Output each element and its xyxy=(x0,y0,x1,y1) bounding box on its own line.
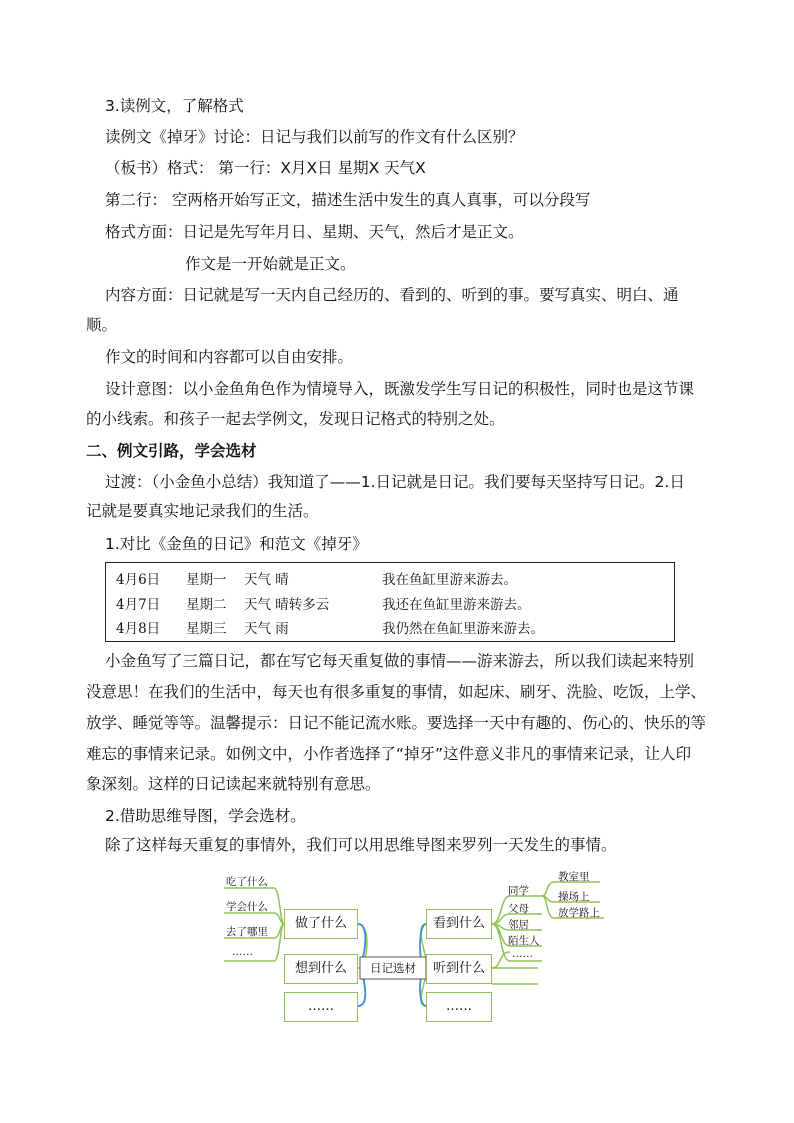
diary-text: 我还在鱼缸里游来游去。 xyxy=(382,597,531,613)
diary-weekday: 星期三 xyxy=(186,621,227,637)
paragraph: 象深刻。这样的日记读起来就特别有意思。 xyxy=(86,775,381,793)
mind-map-leaf: 陌生人 xyxy=(508,935,540,947)
diary-table xyxy=(105,562,675,642)
diary-date: 4月6日 xyxy=(116,572,161,588)
mind-map-leaf: 吃了什么 xyxy=(226,876,268,888)
paragraph: （板书）格式： 第一行：X月X日 星期X 天气X xyxy=(105,159,426,177)
diary-weekday: 星期二 xyxy=(186,597,227,613)
diary-weather: 天气 晴转多云 xyxy=(244,597,330,613)
paragraph: 小金鱼写了三篇日记，都在写它每天重复做的事情——游来游去，所以我们读起来特别 xyxy=(105,652,695,670)
diary-date: 4月7日 xyxy=(116,597,161,613)
diary-weather: 天气 雨 xyxy=(244,621,289,637)
mind-map-leaf: 同学 xyxy=(508,885,529,897)
mind-map-node: …… xyxy=(426,992,492,1022)
mind-map-node: 做了什么 xyxy=(284,909,358,939)
diary-date: 4月8日 xyxy=(116,621,161,637)
paragraph: 除了这样每天重复的事情外，我们可以用思维导图来罗列一天发生的事情。 xyxy=(105,836,617,854)
paragraph: 过渡：（小金鱼小总结）我知道了——1.日记就是日记。我们要每天坚持写日记。2.日 xyxy=(105,473,685,491)
diary-text: 我在鱼缸里游来游去。 xyxy=(382,572,517,588)
paragraph: 作文是一开始就是正文。 xyxy=(185,255,356,273)
mind-map-node: 听到什么 xyxy=(426,954,492,984)
paragraph: 记就是要真实地记录我们的生活。 xyxy=(86,502,319,520)
paragraph: 读例文《掉牙》讨论：日记与我们以前写的作文有什么区别？ xyxy=(105,128,524,146)
paragraph: 内容方面：日记就是写一天内自己经历的、看到的、听到的事。要写真实、明白、通 xyxy=(105,286,679,304)
paragraph: 作文的时间和内容都可以自由安排。 xyxy=(105,348,354,366)
paragraph: 3.读例文，了解格式 xyxy=(105,97,244,115)
paragraph: 没意思！在我们的生活中，每天也有很多重复的事情，如起床、刷牙、洗脸、吃饭，上学、 xyxy=(86,683,707,701)
mind-map-leaf: 父母 xyxy=(508,903,529,915)
paragraph: 放学、睡觉等等。温馨提示：日记不能记流水账。要选择一天中有趣的、伤心的、快乐的等 xyxy=(86,714,707,732)
paragraph: 的小线索。和孩子一起去学例文，发现日记格式的特别之处。 xyxy=(86,410,505,428)
section-heading: 二、例文引路，学会选材 xyxy=(86,442,257,460)
mind-map-leaf: …… xyxy=(512,948,533,960)
mind-map xyxy=(212,866,632,1036)
paragraph: 第二行： 空两格开始写正文，描述生活中发生的真人真事，可以分段写 xyxy=(105,191,591,209)
mind-map-center: 日记选材 xyxy=(370,961,416,975)
paragraph: 难忘的事情来记录。如例文中，小作者选择了“掉牙”这件意义非凡的事情来记录，让人印 xyxy=(86,745,692,763)
paragraph: 2.借助思维导图，学会选材。 xyxy=(105,807,306,825)
paragraph: 设计意图：以小金鱼角色作为情境导入，既激发学生写日记的积极性，同时也是这节课 xyxy=(105,380,695,398)
mind-map-node: …… xyxy=(284,992,358,1022)
mind-map-leaf: 操场上 xyxy=(558,891,590,903)
mind-map-node: 看到什么 xyxy=(426,909,492,939)
paragraph: 1.对比《金鱼的日记》和范文《掉牙》 xyxy=(105,535,368,553)
mind-map-leaf: 放学路上 xyxy=(558,907,600,919)
paragraph: 格式方面：日记是先写年月日、星期、天气，然后才是正文。 xyxy=(105,223,524,241)
mind-map-leaf: 去了哪里 xyxy=(226,926,268,938)
paragraph: 顺。 xyxy=(86,316,118,334)
diary-weather: 天气 晴 xyxy=(244,572,289,588)
diary-text: 我仍然在鱼缸里游来游去。 xyxy=(382,621,544,637)
diary-weekday: 星期一 xyxy=(186,572,227,588)
mind-map-leaf: 教室里 xyxy=(558,871,590,883)
mind-map-node: 想到什么 xyxy=(284,954,358,984)
mind-map-leaf: 学会什么 xyxy=(226,901,268,913)
mind-map-leaf: …… xyxy=(232,946,253,958)
mind-map-leaf: 邻居 xyxy=(508,919,529,931)
